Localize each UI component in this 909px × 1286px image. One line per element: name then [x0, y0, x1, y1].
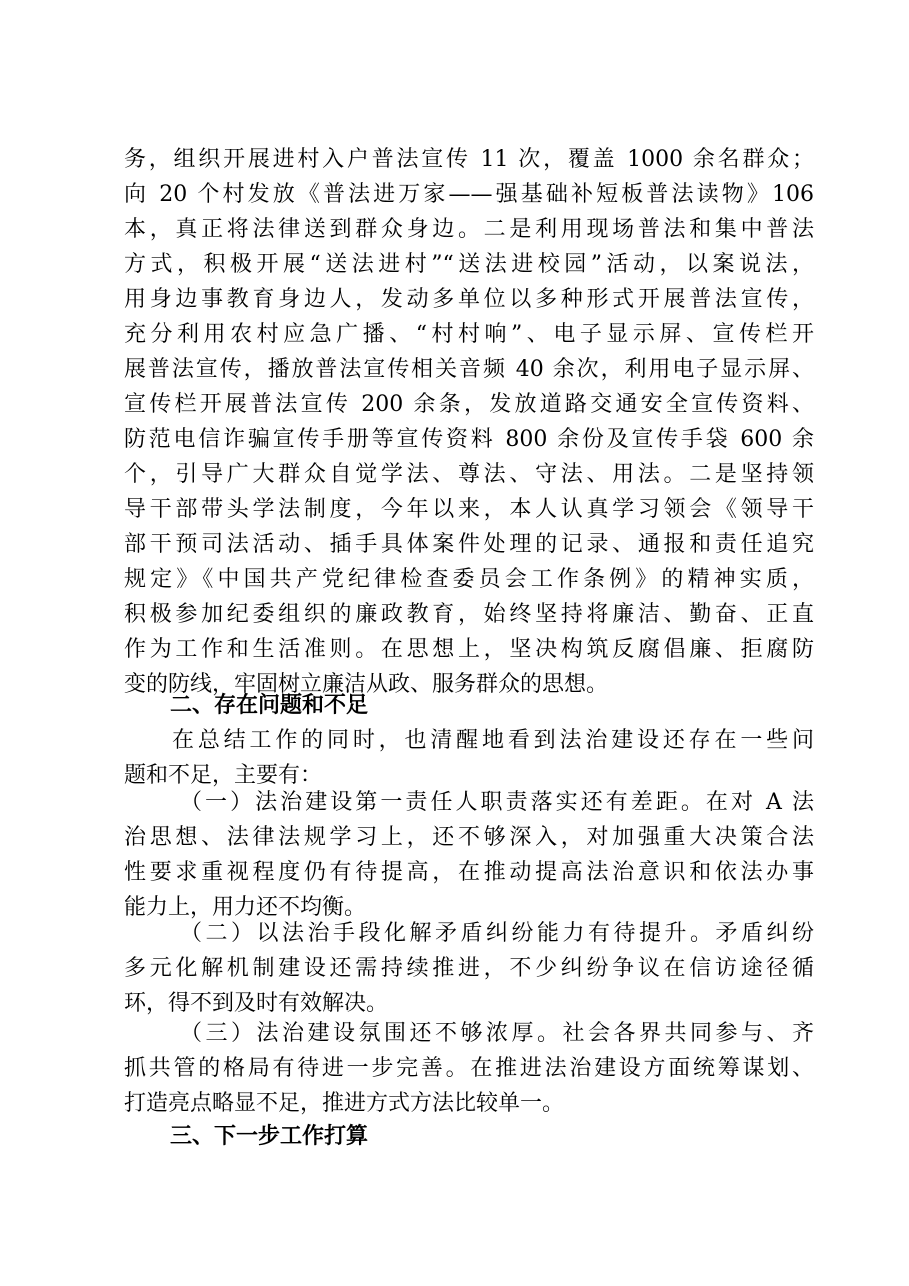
text-line: 导干部带头学法制度，今年以来，本人认真学习领会《领导干	[124, 497, 814, 522]
text-line: 部干预司法活动、插手具体案件处理的记录、通报和责任追究	[124, 532, 814, 557]
text-line: 治思想、法律法规学习上，还不够深入，对加强重大决策合法	[124, 825, 814, 850]
paragraph-legal-publicity	[124, 142, 814, 702]
text-line: 环，得不到及时有效解决。	[124, 991, 389, 1016]
text-line: 题和不足，主要有：	[124, 763, 323, 788]
text-line: 宣传栏开展普法宣传 200 余条，发放道路交通安全宣传资料、	[124, 392, 814, 417]
text-line: 本，真正将法律送到群众身边。二是利用现场普法和集中普法	[124, 217, 814, 242]
text-line: 作为工作和生活准则。在思想上，坚决构筑反腐倡廉、拒腐防	[124, 637, 814, 662]
paragraph-problem-3	[124, 1016, 814, 1121]
text-line: 积极参加纪委组织的廉政教育，始终坚持将廉洁、勤奋、正直	[124, 602, 814, 627]
text-line: 用身边事教育身边人，发动多单位以多种形式开展普法宣传，	[124, 287, 814, 312]
text-line: 务，组织开展进村入户普法宣传 11 次，覆盖 1000 余名群众；	[124, 147, 814, 172]
section-heading-problems: 二、存在问题和不足	[170, 693, 369, 718]
text-line: 向 20 个村发放《普法进万家——强基础补短板普法读物》106	[124, 182, 814, 207]
text-line: 打造亮点略显不足，推进方式方法比较单一。	[124, 1091, 565, 1116]
text-line: 规定》《中国共产党纪律检查委员会工作条例》的精神实质，	[124, 567, 814, 592]
text-line: 防范电信诈骗宣传手册等宣传资料 800 余份及宣传手袋 600 余	[124, 427, 814, 452]
paragraph-problems-intro	[124, 723, 814, 793]
text-line: 多元化解机制建设还需持续推进，不少纠纷争议在信访途径循	[124, 956, 814, 981]
paragraph-problem-1	[124, 785, 814, 925]
text-line: （一）法治建设第一责任人职责落实还有差距。在对 A 法	[180, 790, 814, 815]
text-line: 变的防线，牢固树立廉洁从政、服务群众的思想。	[124, 672, 609, 697]
text-line: 抓共管的格局有待进一步完善。在推进法治建设方面统筹谋划、	[124, 1056, 814, 1081]
section-heading-next-steps: 三、下一步工作打算	[170, 1124, 369, 1149]
text-line: 方式，积极开展“送法进村”“送法进校园”活动，以案说法，	[124, 252, 814, 277]
text-line: （三）法治建设氛围还不够浓厚。社会各界共同参与、齐	[180, 1021, 814, 1046]
text-line: 在总结工作的同时，也清醒地看到法治建设还存在一些问	[172, 728, 814, 753]
text-line: 展普法宣传，播放普法宣传相关音频 40 余次，利用电子显示屏、	[124, 357, 814, 382]
text-line: 性要求重视程度仍有待提高，在推动提高法治意识和依法办事	[124, 860, 814, 885]
text-line: （二）以法治手段化解矛盾纠纷能力有待提升。矛盾纠纷	[180, 921, 814, 946]
paragraph-problem-2	[124, 916, 814, 1021]
text-line: 充分利用农村应急广播、“村村响”、电子显示屏、宣传栏开	[124, 322, 814, 347]
text-line: 能力上，用力还不均衡。	[124, 895, 367, 920]
text-line: 个，引导广大群众自觉学法、尊法、守法、用法。二是坚持领	[124, 462, 814, 487]
